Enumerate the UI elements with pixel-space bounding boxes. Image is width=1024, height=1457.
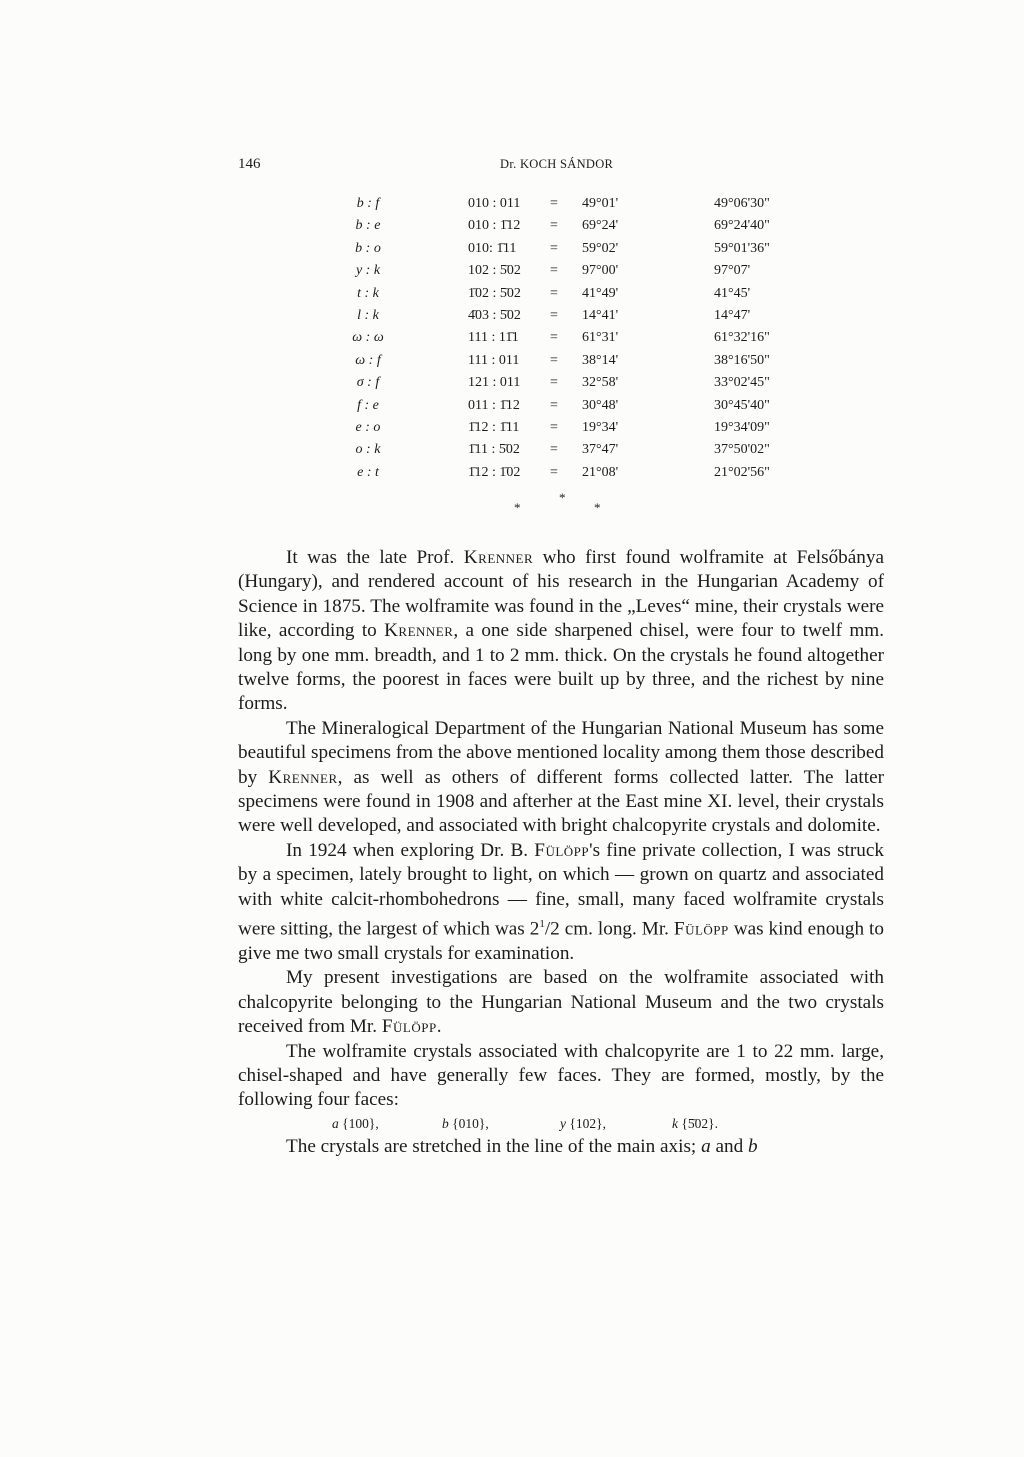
miller-indices: 1̄02 : 5̄02 (468, 285, 521, 301)
equals-sign: = (550, 375, 558, 391)
equals-sign: = (550, 196, 558, 211)
miller-indices: 010 : 1̄12 (468, 218, 521, 234)
face-pair: b : f (356, 196, 380, 211)
calculated-angle: 19°34'09" (714, 420, 770, 435)
miller-indices: 111 : 11̄1 (468, 330, 519, 346)
author-name: Krenner (268, 766, 338, 788)
paragraph: The Mineralogical Department of the Hungarian National Museum has some beautiful specimens from the above mentioned locality among them those described by Krenner, as well as others of different forms collected latter. The latter specimens were found in 1908 and afterher at the East mine XI. level, their crystals were well developed, and associated with bright chalcopyrite crystals and dolomite. (238, 717, 884, 837)
face-pair: o : k (355, 442, 381, 458)
calculated-angle: 69°24'40" (714, 218, 770, 234)
paragraph: The crystals are stretched in the line of the main axis; a and b (286, 1135, 758, 1157)
face-pair: ω : f (355, 352, 381, 368)
measured-angle: 59°02' (582, 240, 619, 256)
angle-row (0, 420, 1024, 442)
measured-angle: 38°14' (582, 352, 619, 368)
author-name: Krenner (384, 620, 454, 642)
angle-row (0, 442, 1024, 464)
author-name: Krenner (463, 547, 534, 568)
measured-angle: 41°49' (582, 285, 619, 301)
collector-name: Fülöpp (381, 1016, 437, 1038)
angle-row (0, 263, 1024, 285)
miller-indices: 1̄12 : 1̄11 (468, 420, 520, 435)
miller-indices: 010: 1̄11 (468, 240, 517, 256)
paragraph: It was the late Prof. Krenner who first found wolframite at Felsőbánya (Hungary), and rendered account of his research in the Hungarian Academy of Science in 1875. The wolframite was found in the „Leves“ mine, their crystals were like, according to Krenner, a one side sharpened chisel, were four to twelf mm. long by one mm. breadth, and 1 to 2 mm. thick. On the crystals he found altogether twelve forms, the poorest in faces were built up by three, and the richest by nine forms. (238, 547, 884, 715)
angle-row (0, 375, 1024, 397)
asterisk: * (559, 490, 566, 505)
equals-sign: = (550, 263, 558, 279)
face-pair: b : o (355, 240, 381, 256)
equals-sign: = (550, 308, 558, 323)
face-pair: b : e (355, 218, 381, 234)
body-text (238, 546, 884, 1159)
miller-indices: 111 : 011 (468, 352, 520, 368)
face-pair: ω : ω (352, 330, 384, 346)
measured-angle: 97°00' (582, 263, 619, 279)
equals-sign: = (550, 420, 558, 435)
measured-angle: 61°31' (582, 330, 619, 346)
angle-row (0, 465, 1024, 487)
face-pair: y : k (355, 263, 381, 279)
face-pair: e : t (357, 464, 379, 480)
collector-name: Fülöpp (534, 839, 590, 861)
equals-sign: = (550, 397, 558, 413)
measured-angle: 19°34' (582, 420, 619, 435)
angle-row (0, 286, 1024, 308)
calculated-angle: 30°45'40" (714, 397, 770, 413)
paragraph: The wolframite crystals associated with chalcopyrite are 1 to 22 mm. large, chisel-shaped and have generally few faces. They are formed, mostly, by the following four faces: (238, 1040, 884, 1111)
equals-sign: = (550, 464, 558, 480)
face-pair: f : e (357, 397, 379, 413)
calculated-angle: 61°32'16" (714, 330, 770, 346)
angle-row (0, 353, 1024, 375)
equals-sign: = (550, 442, 558, 458)
miller-indices: 4̄03 : 5̄02 (468, 308, 521, 323)
measured-angle: 30°48' (582, 397, 619, 413)
angle-row (0, 196, 1024, 218)
equals-sign: = (550, 240, 558, 256)
calculated-angle: 33°02'45" (714, 375, 770, 391)
paragraph: In 1924 when exploring Dr. B. Fülöpp's fine private collection, I was struck by a specimen, lately brought to light, on which — grown on quartz and associated with white calcit-rhombohedrons — fine, small, many faced wolframite crystals were sitting, the largest of which was $2^1/2$ cm. long. Mr. Fülöpp was kind enough to give me two small crystals for examination. (238, 839, 884, 964)
calculated-angle: 41°45' (714, 285, 751, 301)
equals-sign: = (550, 285, 558, 301)
page-header (238, 156, 784, 180)
calculated-angle: 49°06'30" (714, 196, 770, 211)
face-pair: t : k (357, 285, 379, 301)
calculated-angle: 21°02'56" (714, 464, 770, 480)
angle-row (0, 241, 1024, 263)
angle-row (0, 330, 1024, 352)
running-head: Dr. KOCH SÁNDOR (500, 157, 614, 171)
miller-indices: 010 : 011 (468, 196, 521, 211)
miller-indices: 1̄12 : 1̄02 (468, 464, 521, 480)
face-pair: l : k (357, 308, 379, 323)
face-pair: σ : f (356, 375, 380, 391)
equals-sign: = (550, 352, 558, 368)
measured-angle: 69°24' (582, 218, 619, 234)
miller-indices: 011 : 1̄12 (468, 397, 520, 413)
asterism (490, 490, 601, 520)
face-pair: e : o (355, 420, 381, 435)
paragraph: My present investigations are based on the wolframite associated with chalcopyrite belonging to the Hungarian National Museum and the two crystals received from Mr. Fülöpp. (238, 967, 884, 1038)
measured-angle: 21°08' (582, 464, 619, 480)
measured-angle: 32°58' (582, 375, 619, 391)
calculated-angle: 14°47' (714, 308, 751, 323)
measured-angle: 14°41' (582, 308, 619, 323)
calculated-angle: 38°16'50" (714, 352, 770, 368)
measured-angle: 49°01' (582, 196, 619, 211)
angle-row (0, 398, 1024, 420)
forms-list: a {100}, b {010}, y {102}, k {5̄02}. (332, 1115, 718, 1131)
measured-angle: 37°47' (582, 442, 619, 458)
equals-sign: = (550, 218, 558, 234)
equals-sign: = (550, 330, 558, 346)
calculated-angle: 37°50'02" (714, 442, 770, 458)
miller-indices: 1̄11 : 5̄02 (468, 442, 520, 458)
miller-indices: 102 : 5̄02 (468, 263, 521, 279)
calculated-angle: 97°07' (714, 263, 751, 279)
miller-indices: 121 : 011 (468, 375, 521, 391)
asterisk: * (514, 500, 521, 515)
collector-name: Fülöpp (673, 918, 729, 940)
page-number: 146 (238, 156, 261, 172)
calculated-angle: 59°01'36" (714, 240, 770, 256)
angle-row (0, 218, 1024, 240)
asterisk: * (594, 500, 601, 515)
angle-row (0, 308, 1024, 330)
